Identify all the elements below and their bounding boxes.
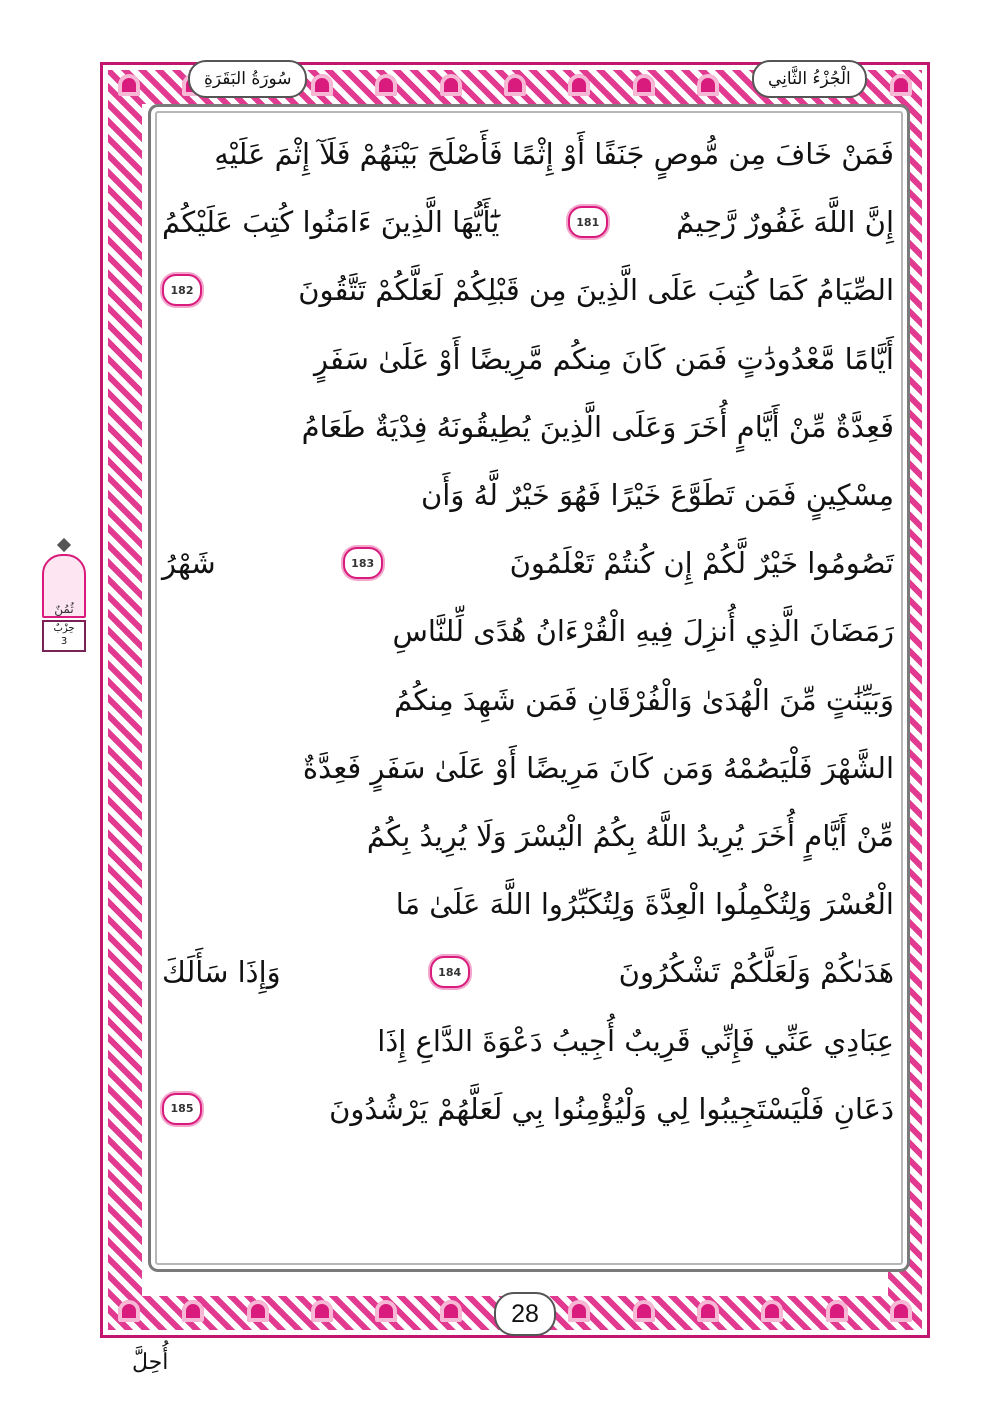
verse-text: رَمَضَانَ الَّذِي أُنزِلَ فِيهِ الْقُرْءَانُ هُدًى لِّلنَّاسِ (392, 614, 894, 649)
hizb-marker (38, 540, 90, 652)
verse-text: هَدَىٰكُمْ وَلَعَلَّكُمْ تَشْكُرُونَ (618, 955, 894, 990)
text-line (162, 529, 894, 597)
hizb-fraction: ثُمُنٌ (42, 554, 86, 618)
catchword: أُحِلَّ (132, 1350, 169, 1375)
text-line (162, 1075, 894, 1143)
verse-text: مِسْكِينٍ فَمَن تَطَوَّعَ خَيْرًا فَهُوَ خَيْرٌ لَّهُ وَأَن (421, 478, 894, 513)
text-line (162, 120, 894, 188)
verse-text: شَهْرُ (162, 546, 216, 581)
ayah-number-marker: 182 (162, 274, 202, 306)
verse-text: يَٰٓأَيُّهَا الَّذِينَ ءَامَنُوا كُتِبَ عَلَيْكُمُ (162, 205, 500, 240)
verse-text: إِنَّ اللَّهَ غَفُورٌ رَّحِيمٌ (676, 205, 894, 240)
page-number: 28 (494, 1292, 556, 1336)
text-line (162, 393, 894, 461)
diamond-icon (57, 538, 71, 552)
juz-header: الْجُزْءُ الثَّانِي (752, 60, 867, 98)
verse-text: مِّنْ أَيَّامٍ أُخَرَ يُرِيدُ اللَّهُ بِكُمُ الْيُسْرَ وَلَا يُرِيدُ بِكُمُ (366, 818, 894, 853)
verse-text: أَيَّامًا مَّعْدُودَٰتٍ فَمَن كَانَ مِنكُم مَّرِيضًا أَوْ عَلَىٰ سَفَرٍ (314, 341, 894, 376)
verse-text: فَمَنْ خَافَ مِن مُّوصٍ جَنَفًا أَوْ إِثْمًا فَأَصْلَحَ بَيْنَهُمْ فَلَآ إِثْمَ عَلَيْهِ (214, 137, 894, 172)
ayah-number-marker: 183 (343, 547, 383, 579)
verse-text: وَبَيِّنَٰتٍ مِّنَ الْهُدَىٰ وَالْفُرْقَانِ فَمَن شَهِدَ مِنكُمُ (394, 682, 894, 717)
ayah-number-marker: 181 (568, 206, 608, 238)
ayah-number-marker: 185 (162, 1093, 202, 1125)
text-line (162, 188, 894, 256)
surah-header: سُورَةُ البَقَرَةِ (188, 60, 307, 98)
text-line (162, 256, 894, 324)
text-line (162, 870, 894, 938)
text-line (162, 734, 894, 802)
hizb-number: 3 (60, 636, 68, 647)
ayah-number-marker: 184 (430, 956, 470, 988)
verse-text: الْعُسْرَ وَلِتُكْمِلُوا الْعِدَّةَ وَلِتُكَبِّرُوا اللَّهَ عَلَىٰ مَا (395, 887, 894, 922)
hizb-label: حِزْبٌ (53, 623, 75, 634)
hizb-box (42, 620, 86, 652)
text-line (162, 802, 894, 870)
text-line (162, 938, 894, 1006)
verse-text: وَإِذَا سَأَلَكَ (162, 955, 281, 990)
verse-text: عِبَادِي عَنِّي فَإِنِّي قَرِيبٌ أُجِيبُ دَعْوَةَ الدَّاعِ إِذَا (377, 1023, 894, 1058)
text-line (162, 325, 894, 393)
verse-text: دَعَانِ فَلْيَسْتَجِيبُوا لِي وَلْيُؤْمِنُوا بِي لَعَلَّهُمْ يَرْشُدُونَ (329, 1091, 894, 1126)
verse-text: فَعِدَّةٌ مِّنْ أَيَّامٍ أُخَرَ وَعَلَى الَّذِينَ يُطِيقُونَهُ فِدْيَةٌ طَعَامُ (301, 409, 894, 444)
verse-text: تَصُومُوا خَيْرٌ لَّكُمْ إِن كُنتُمْ تَعْلَمُونَ (509, 546, 894, 581)
text-line (162, 597, 894, 665)
text-line (162, 461, 894, 529)
text-line (162, 1006, 894, 1074)
text-line (162, 666, 894, 734)
verse-text: الشَّهْرَ فَلْيَصُمْهُ وَمَن كَانَ مَرِيضًا أَوْ عَلَىٰ سَفَرٍ فَعِدَّةٌ (302, 750, 894, 785)
quran-text (162, 120, 894, 1143)
verse-text: الصِّيَامُ كَمَا كُتِبَ عَلَى الَّذِينَ مِن قَبْلِكُمْ لَعَلَّكُمْ تَتَّقُونَ (298, 273, 894, 308)
